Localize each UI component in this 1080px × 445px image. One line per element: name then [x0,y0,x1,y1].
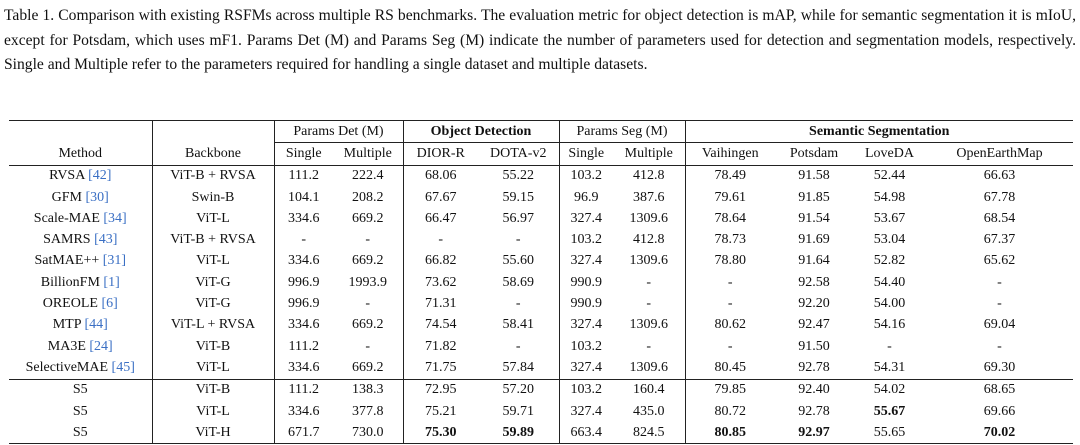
backbone-cell: ViT-L [152,251,274,272]
oem-cell: 69.04 [983,317,1016,333]
det_m-cell: - [365,232,371,248]
table-row [9,315,1073,336]
love-cell: 54.16 [873,317,906,333]
seg_s-cell: 103.2 [559,336,613,357]
seg_m-cell: 387.6 [633,189,665,205]
seg_s-cell: 103.2 [559,165,613,187]
det_s-cell: 111.2 [274,336,333,357]
love-cell: 54.98 [873,189,906,205]
love-cell: 53.67 [873,210,906,226]
love-cell: 55.67 [873,403,906,419]
header-method: Method [9,143,152,165]
seg_s-cell: 990.9 [559,272,613,293]
dior-cell: 75.30 [403,422,478,444]
det_m-cell: 730.0 [333,422,403,444]
seg_s-cell: 96.9 [559,187,613,208]
header-object-detection: Object Detection [403,121,559,143]
header-vaihingen: Vaihingen [685,143,775,165]
table-row [9,272,1073,293]
det_s-cell: 996.9 [274,293,333,314]
det_m-cell: 669.2 [352,253,384,269]
table-row [9,251,1073,272]
det_s-cell: 111.2 [274,165,333,187]
seg_m-cell: 1309.6 [629,317,668,333]
love-cell: 54.02 [853,379,926,401]
oem-cell: 68.54 [983,210,1016,226]
header-det-multiple: Multiple [333,143,403,165]
seg_m-cell: 1309.6 [629,359,668,375]
pots-cell: 92.97 [775,422,853,444]
det_m-cell: 377.8 [352,403,384,419]
det_s-cell: 671.7 [274,422,333,444]
vai-cell: 78.64 [685,208,775,229]
method-name: SatMAE++ [34,253,100,269]
seg_m-cell: 1309.6 [629,253,668,269]
table-row [9,357,1073,379]
citation-link[interactable]: [34] [103,210,127,226]
det_s-cell: 104.1 [274,187,333,208]
det_m-cell: - [365,296,371,312]
table-row [9,187,1073,208]
dior-cell: 71.31 [403,293,478,314]
det_s-cell: 334.6 [274,401,333,422]
header-seg-multiple: Multiple [613,143,685,165]
det_m-cell: 138.3 [333,379,403,401]
det_s-cell: 996.9 [274,272,333,293]
dior-cell: 72.95 [403,379,478,401]
oem-cell: 67.78 [983,189,1016,205]
vai-cell: 78.73 [685,229,775,250]
method-name: Scale-MAE [33,210,100,226]
header-params-seg: Params Seg (M) [559,121,685,143]
pots-cell: 92.78 [798,403,830,419]
pots-cell: 91.69 [798,232,830,248]
method-name: S5 [72,424,88,440]
method-name: SelectiveMAE [25,359,109,375]
backbone-cell: ViT-B [152,336,274,357]
seg_m-cell: 412.8 [633,168,665,184]
love-cell: 52.44 [873,168,906,184]
method-cell [9,293,152,314]
header-params-det: Params Det (M) [274,121,403,143]
vai-cell: - [685,272,775,293]
pots-cell: 92.40 [775,379,853,401]
method-cell [9,379,152,401]
dota-cell: - [515,296,521,312]
header-spacer [152,121,274,143]
pots-cell: 91.85 [798,189,830,205]
seg_m-cell: 1309.6 [629,210,668,226]
method-name: S5 [72,382,88,398]
backbone-cell: ViT-H [152,422,274,444]
method-cell [9,251,152,272]
vai-cell: 78.49 [685,165,775,187]
header-potsdam: Potsdam [775,143,853,165]
backbone-cell: ViT-L [152,357,274,379]
love-cell: 52.82 [873,253,906,269]
det_s-cell: 334.6 [274,208,333,229]
seg_s-cell: 990.9 [559,293,613,314]
dota-cell: 57.20 [478,379,559,401]
table-row [9,422,1073,444]
citation-link[interactable]: [43] [94,232,118,248]
dior-cell: 66.47 [403,208,478,229]
pots-cell: 91.64 [798,253,830,269]
header-openearthmap: OpenEarthMap [926,143,1073,165]
method-name: OREOLE [42,296,98,312]
table-row [9,208,1073,229]
dota-cell: 55.22 [502,168,534,184]
vai-cell: 79.61 [685,187,775,208]
det_m-cell: 669.2 [352,317,384,333]
backbone-cell: ViT-L [152,401,274,422]
det_s-cell: 334.6 [274,357,333,379]
seg_s-cell: 327.4 [559,401,613,422]
oem-cell: - [997,338,1002,354]
seg_m-cell: 160.4 [613,379,685,401]
header-det-single: Single [274,143,333,165]
table-row [9,379,1073,401]
dior-cell: 68.06 [403,165,478,187]
oem-cell: - [997,296,1002,312]
seg_m-cell: - [646,296,652,312]
vai-cell: 78.80 [685,251,775,272]
header-seg-single: Single [559,143,613,165]
backbone-cell: ViT-L + RVSA [152,315,274,336]
oem-cell: 65.62 [983,253,1016,269]
vai-cell: 80.45 [685,357,775,379]
method-cell [9,229,152,250]
citation-link[interactable]: [1] [103,274,120,290]
method-cell [9,272,152,293]
backbone-cell: ViT-L [152,208,274,229]
dota-cell: 58.41 [502,317,534,333]
seg_s-cell: 327.4 [559,208,613,229]
dior-cell: 71.75 [403,357,478,379]
citation-link[interactable]: [31] [102,253,127,269]
dota-cell: 59.71 [502,403,534,419]
oem-cell: 68.65 [926,379,1073,401]
table-caption: Table 1. Comparison with existing RSFMs across multiple RS benchmarks. The evaluation metric for object detection is mAP, while for semantic segmentation it is mIoU, except for Potsdam, which uses mF1. Params Det (M) and Params Seg (M) indicate the number of parameters used for detection and segmentation models, respectively. Single and Multiple refer to the parameters required for handling a single dataset and multiple datasets. [4,7,1076,73]
header-spacer [9,121,152,143]
citation-link[interactable]: [24] [89,338,113,354]
oem-cell: 69.66 [983,403,1016,419]
det_s-cell: 334.6 [274,251,333,272]
seg_s-cell: 663.4 [559,422,613,444]
comparison-table [9,120,1073,444]
pots-cell: 92.20 [798,296,830,312]
det_m-cell: 669.2 [352,210,384,226]
dota-cell: - [515,338,521,354]
table-row [9,336,1073,357]
love-cell: 54.00 [873,296,906,312]
det_m-cell: 222.4 [352,168,384,184]
table-row [9,165,1073,187]
seg_s-cell: 103.2 [559,379,613,401]
citation-link[interactable]: [44] [84,317,108,333]
backbone-cell: ViT-B + RVSA [152,165,274,187]
oem-cell: - [997,274,1002,290]
vai-cell: - [685,336,775,357]
method-name: RVSA [49,168,85,184]
method-name: MA3E [47,338,86,354]
header-dior: DIOR-R [403,143,478,165]
backbone-cell: ViT-B + RVSA [152,229,274,250]
header-backbone: Backbone [152,143,274,165]
citation-link[interactable]: [45] [111,359,135,375]
vai-cell: - [685,293,775,314]
oem-cell: 66.63 [983,168,1016,184]
dota-cell: 58.69 [502,274,534,290]
header-semantic-segmentation: Semantic Segmentation [685,121,1073,143]
header-loveda: LoveDA [853,143,926,165]
det_m-cell: 208.2 [352,189,384,205]
dota-cell: 56.97 [502,210,534,226]
table-row [9,401,1073,422]
method-name: GFM [51,189,83,205]
method-cell [9,422,152,444]
vai-cell: 80.72 [685,401,775,422]
det_m-cell: 1993.9 [348,274,387,290]
table-row [9,293,1073,314]
method-name: S5 [72,403,88,419]
love-cell: 55.65 [853,422,926,444]
citation-link[interactable]: [42] [88,168,112,184]
method-cell [9,165,152,187]
vai-cell: 80.62 [685,315,775,336]
header-dota: DOTA-v2 [478,143,559,165]
dota-cell: - [515,232,521,248]
method-name: BillionFM [40,274,100,290]
oem-cell: 70.02 [926,422,1073,444]
dior-cell: 66.82 [403,251,478,272]
pots-cell: 91.50 [798,338,830,354]
love-cell: 54.31 [873,359,906,375]
love-cell: - [887,338,892,354]
love-cell: 54.40 [873,274,906,290]
seg_m-cell: 412.8 [633,232,665,248]
det_m-cell: - [365,338,371,354]
method-name: MTP [52,317,81,333]
seg_m-cell: - [646,274,652,290]
dota-cell: 59.15 [502,189,534,205]
love-cell: 53.04 [873,232,906,248]
dior-cell: 74.54 [403,315,478,336]
backbone-cell: Swin-B [152,187,274,208]
method-cell [9,187,152,208]
citation-link[interactable]: [6] [101,296,118,312]
oem-cell: 69.30 [983,359,1016,375]
dior-cell: 73.62 [403,272,478,293]
seg_m-cell: - [646,338,652,354]
seg_s-cell: 103.2 [559,229,613,250]
method-cell [9,401,152,422]
det_s-cell: - [274,229,333,250]
seg_m-cell: 435.0 [633,403,665,419]
dior-cell: 75.21 [403,401,478,422]
dior-cell: - [403,229,478,250]
method-name: SAMRS [43,232,91,248]
oem-cell: 67.37 [983,232,1016,248]
table-row [9,229,1073,250]
seg_s-cell: 327.4 [559,357,613,379]
det_s-cell: 334.6 [274,315,333,336]
seg_s-cell: 327.4 [559,315,613,336]
method-cell [9,336,152,357]
dior-cell: 67.67 [403,187,478,208]
dota-cell: 59.89 [478,422,559,444]
dota-cell: 55.60 [502,253,534,269]
vai-cell: 80.85 [685,422,775,444]
pots-cell: 92.58 [798,274,830,290]
backbone-cell: ViT-B [152,379,274,401]
method-cell [9,315,152,336]
backbone-cell: ViT-G [152,272,274,293]
pots-cell: 91.58 [798,168,830,184]
dior-cell: 71.82 [403,336,478,357]
method-cell [9,357,152,379]
det_s-cell: 111.2 [274,379,333,401]
backbone-cell: ViT-G [152,293,274,314]
pots-cell: 91.54 [798,210,830,226]
seg_m-cell: 824.5 [613,422,685,444]
dota-cell: 57.84 [502,359,534,375]
vai-cell: 79.85 [685,379,775,401]
citation-link[interactable]: [30] [85,189,109,205]
pots-cell: 92.47 [798,317,830,333]
pots-cell: 92.78 [798,359,830,375]
det_m-cell: 669.2 [352,359,384,375]
method-cell [9,208,152,229]
seg_s-cell: 327.4 [559,251,613,272]
